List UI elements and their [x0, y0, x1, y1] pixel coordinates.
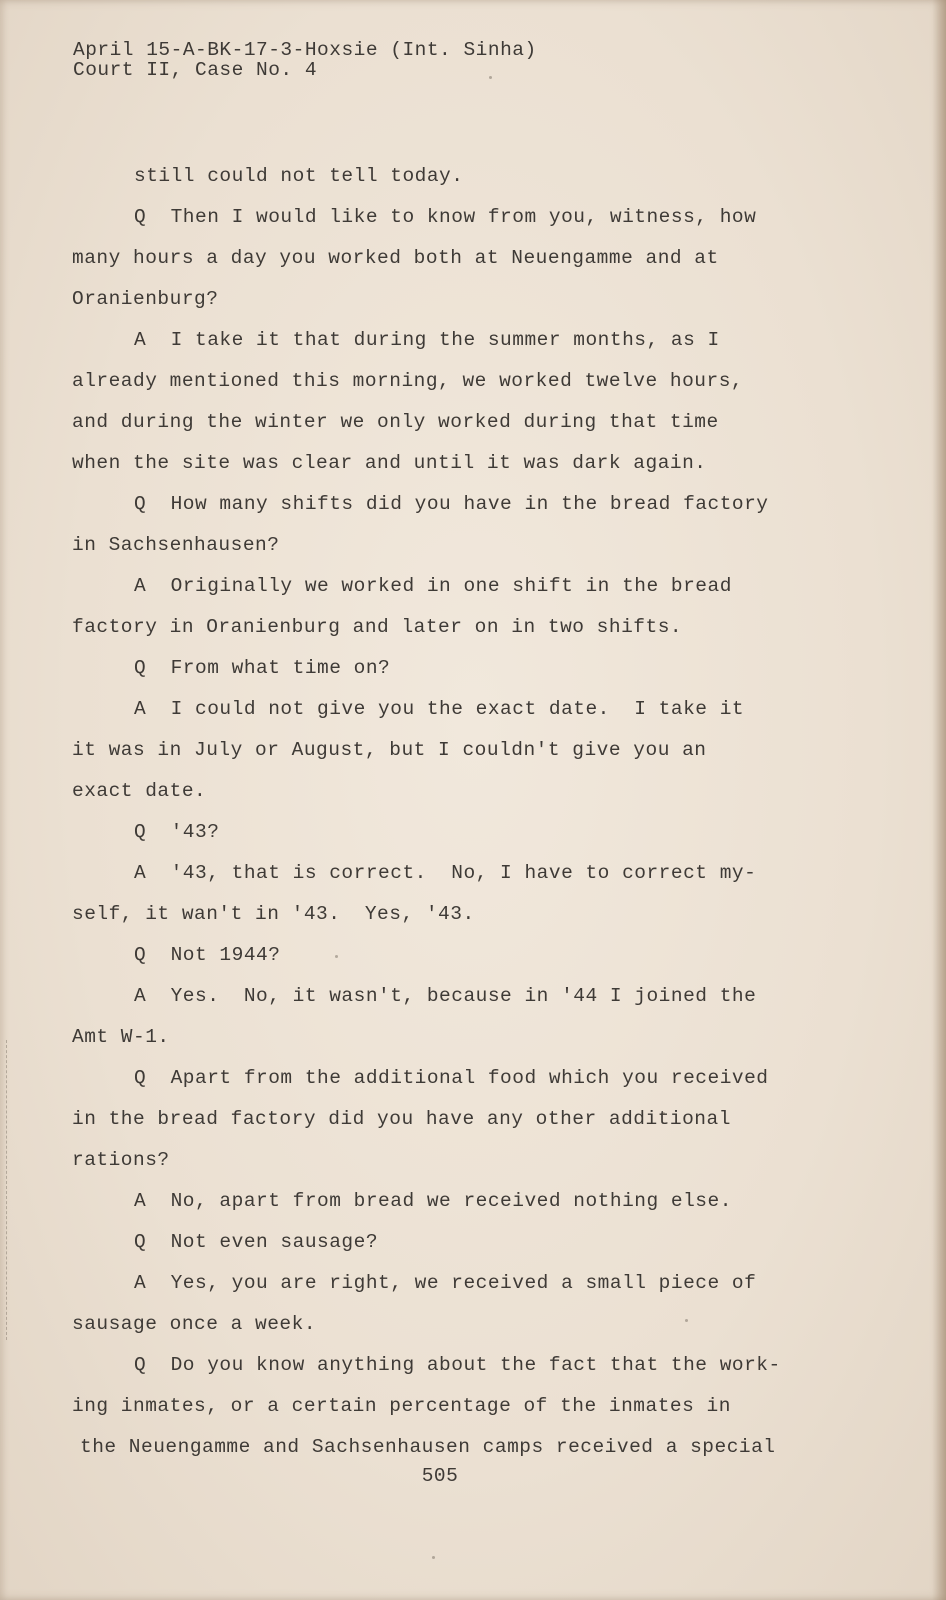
answer-line: A Originally we worked in one shift in the bread	[134, 575, 732, 597]
transcript-line: sausage once a week.	[72, 1313, 317, 1335]
transcript-line: many hours a day you worked both at Neuengamme and at	[72, 247, 719, 269]
header-line-1: April 15-A-BK-17-3-Hoxsie (Int. Sinha)	[73, 39, 537, 61]
question-line: Q From what time on?	[134, 657, 391, 679]
question-line: Q Then I would like to know from you, witness, how	[134, 206, 757, 228]
paper-speck	[489, 76, 492, 79]
question-line: Q Not even sausage?	[134, 1231, 379, 1253]
paper-speck	[432, 1556, 435, 1559]
answer-line: A No, apart from bread we received nothing else.	[134, 1190, 732, 1212]
question-line: Q '43?	[134, 821, 220, 843]
transcript-line: Oranienburg?	[72, 288, 219, 310]
transcript-line: already mentioned this morning, we worked twelve hours,	[72, 370, 744, 392]
transcript-line: the Neuengamme and Sachsenhausen camps received a special	[80, 1436, 776, 1458]
answer-line: A '43, that is correct. No, I have to correct my-	[134, 862, 757, 884]
transcript-line: exact date.	[72, 780, 207, 802]
answer-line: A I could not give you the exact date. I take it	[134, 698, 745, 720]
answer-line: A Yes. No, it wasn't, because in '44 I joined the	[134, 985, 757, 1007]
paper-speck	[685, 1319, 688, 1322]
transcript-line: in Sachsenhausen?	[72, 534, 280, 556]
paper-speck	[662, 1112, 665, 1115]
transcript-line: still could not tell today.	[134, 165, 464, 187]
transcript-line: and during the winter we only worked during that time	[72, 411, 719, 433]
paper-speck	[335, 955, 338, 958]
question-line: Q Not 1944?	[134, 944, 281, 966]
answer-line: A Yes, you are right, we received a small piece of	[134, 1272, 757, 1294]
question-line: Q Do you know anything about the fact that the work-	[134, 1354, 781, 1376]
transcript-line: it was in July or August, but I couldn't give you an	[72, 739, 707, 761]
question-line: Q How many shifts did you have in the bread factory	[134, 493, 769, 515]
answer-line: A I take it that during the summer months, as I	[134, 329, 720, 351]
question-line: Q Apart from the additional food which you received	[134, 1067, 769, 1089]
page-number: 505	[421, 1465, 459, 1487]
document-header	[73, 40, 537, 80]
transcript-line: when the site was clear and until it was dark again.	[72, 452, 707, 474]
transcript-line: Amt W-1.	[72, 1026, 170, 1048]
transcript-line: factory in Oranienburg and later on in two shifts.	[72, 616, 683, 638]
transcript-line: ing inmates, or a certain percentage of the inmates in	[72, 1395, 731, 1417]
header-line-2: Court II, Case No. 4	[73, 59, 318, 81]
binding-marks	[6, 1040, 11, 1340]
page-edge-shadow	[932, 0, 946, 1600]
transcript-line: rations?	[72, 1149, 170, 1171]
transcript-line: self, it wan't in '43. Yes, '43.	[72, 903, 475, 925]
transcript-line: in the bread factory did you have any other additional	[72, 1108, 731, 1130]
